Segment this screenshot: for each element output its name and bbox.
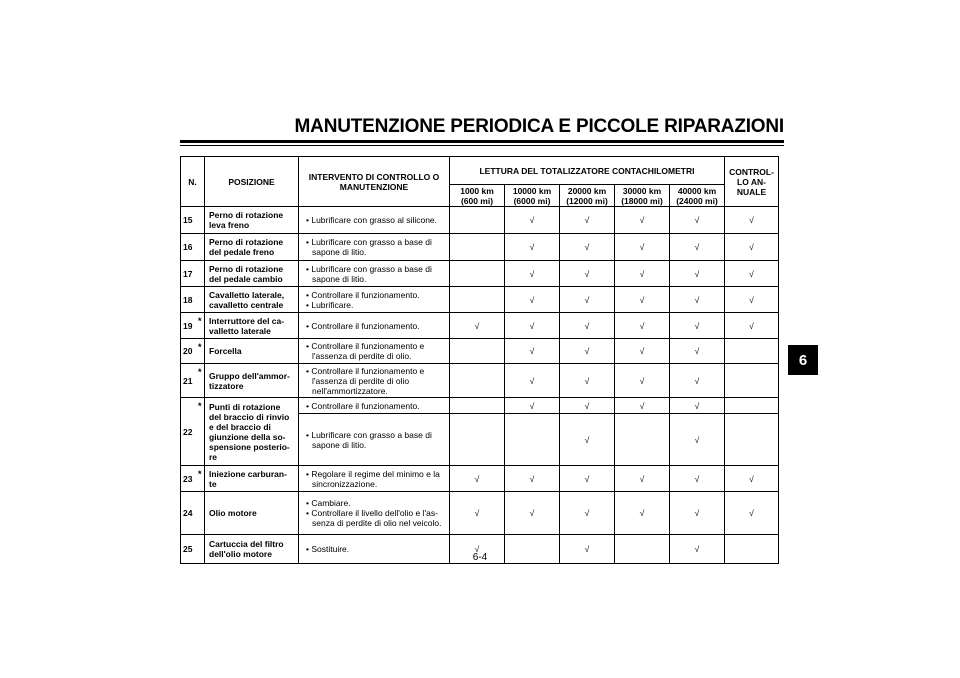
row-number-text: 23 xyxy=(183,473,193,484)
check-mark-cell: √ xyxy=(670,339,725,364)
row-actions xyxy=(299,398,450,414)
check-mark-cell: √ xyxy=(615,364,670,398)
empty-cell xyxy=(615,414,670,466)
row-number xyxy=(181,234,205,261)
action-text: Controllare il funzionamento e l'assenza di perdite di olio nell'ammortizzatore. xyxy=(311,365,425,396)
row-actions xyxy=(299,313,450,339)
row-number-text: 17 xyxy=(183,268,193,279)
empty-cell xyxy=(725,414,779,466)
action-text: Controllare il livello dell'olio e l'as- senza di perdite di olio nel veicolo. xyxy=(311,508,442,528)
table-row xyxy=(181,364,779,398)
action-text: Regolare il regime del minimo e la sincronizzazione. xyxy=(311,468,440,489)
bullet-icon: • xyxy=(306,429,312,440)
check-mark-cell: √ xyxy=(505,287,560,313)
check-mark-cell: √ xyxy=(725,234,779,261)
row-number-text: 24 xyxy=(183,508,193,518)
check-mark-cell: √ xyxy=(505,339,560,364)
row-number xyxy=(181,466,205,492)
header-km-1 xyxy=(505,185,560,207)
title-rule-thin xyxy=(180,145,784,146)
check-mark-cell: √ xyxy=(505,234,560,261)
empty-cell xyxy=(450,261,505,287)
km-label: 40000 km xyxy=(677,185,717,196)
mi-label: (12000 mi) xyxy=(566,195,608,206)
check-mark-cell: √ xyxy=(615,313,670,339)
check-mark-cell: √ xyxy=(505,207,560,234)
bullet-icon: • xyxy=(306,263,312,274)
action-text: Controllare il funzionamento e l'assenza di perdite di olio. xyxy=(311,341,425,361)
header-n: N. xyxy=(181,157,205,207)
bullet-icon: • xyxy=(306,468,312,479)
mi-label: (18000 mi) xyxy=(621,195,663,206)
bullet-icon: • xyxy=(306,341,312,351)
check-mark-cell: √ xyxy=(560,414,615,466)
row-actions xyxy=(299,207,450,234)
mi-label: (6000 mi) xyxy=(513,195,551,206)
row-number-text: 16 xyxy=(183,242,193,252)
action-text: Lubrificare con grasso a base di sapone di litio. xyxy=(311,237,432,257)
bullet-icon: • xyxy=(306,508,312,518)
row-actions xyxy=(299,364,450,398)
chapter-tab: 6 xyxy=(788,345,818,375)
row-actions xyxy=(299,287,450,313)
check-mark-cell: √ xyxy=(615,466,670,492)
row-number xyxy=(181,261,205,287)
table-row xyxy=(181,313,779,339)
asterisk-mark: * xyxy=(198,469,202,479)
bullet-icon: • xyxy=(306,400,312,411)
row-number-text: 19 xyxy=(183,320,193,331)
action-text: Lubrificare con grasso al silicone. xyxy=(311,215,438,225)
check-mark-cell: √ xyxy=(560,398,615,414)
empty-cell xyxy=(450,207,505,234)
row-number xyxy=(181,535,205,564)
row-number xyxy=(181,287,205,313)
empty-cell xyxy=(450,339,505,364)
check-mark-cell: √ xyxy=(670,398,725,414)
km-label: 30000 km xyxy=(622,185,662,196)
check-mark-cell: √ xyxy=(505,261,560,287)
check-mark-cell: √ xyxy=(725,207,779,234)
check-mark-cell: √ xyxy=(560,313,615,339)
row-position: Punti di rotazione del braccio di rinvio e del braccio di giunzione della so- spensione posterio- re xyxy=(205,398,299,466)
km-label: 1000 km xyxy=(460,185,494,196)
empty-cell xyxy=(725,398,779,414)
bullet-icon: • xyxy=(306,365,312,376)
check-mark-cell: √ xyxy=(560,287,615,313)
check-mark-cell: √ xyxy=(615,207,670,234)
check-mark-cell: √ xyxy=(725,466,779,492)
check-mark-cell: √ xyxy=(560,364,615,398)
empty-cell xyxy=(725,339,779,364)
asterisk-mark: * xyxy=(198,401,202,411)
empty-cell xyxy=(615,535,670,564)
check-mark-cell: √ xyxy=(725,287,779,313)
row-number-text: 18 xyxy=(183,294,193,305)
bullet-icon: • xyxy=(306,498,312,508)
check-mark-cell: √ xyxy=(505,398,560,414)
bullet-icon: • xyxy=(306,289,312,300)
empty-cell xyxy=(450,414,505,466)
table-row xyxy=(181,234,779,261)
action-text: Cambiare. xyxy=(311,498,351,508)
row-position: Perno di rotazione del pedale cambio xyxy=(205,261,299,287)
km-label: 20000 km xyxy=(567,185,607,196)
row-number-text: 22 xyxy=(183,426,193,437)
empty-cell xyxy=(450,287,505,313)
check-mark-cell: √ xyxy=(450,535,505,564)
header-km-3 xyxy=(615,185,670,207)
table-row xyxy=(181,398,779,414)
table-row xyxy=(181,287,779,313)
mi-label: (24000 mi) xyxy=(676,195,718,206)
header-km-0 xyxy=(450,185,505,207)
check-mark-cell: √ xyxy=(505,364,560,398)
row-position: Iniezione carburan- te xyxy=(205,466,299,492)
row-position: Olio motore xyxy=(205,492,299,535)
check-mark-cell: √ xyxy=(560,466,615,492)
table-row xyxy=(181,466,779,492)
check-mark-cell: √ xyxy=(670,414,725,466)
check-mark-cell: √ xyxy=(670,492,725,535)
asterisk-mark: * xyxy=(198,316,202,326)
row-number xyxy=(181,492,205,535)
maintenance-table xyxy=(180,156,779,564)
row-position: Cartuccia del filtro dell'olio motore xyxy=(205,535,299,564)
table-row xyxy=(181,339,779,364)
row-actions xyxy=(299,261,450,287)
row-position: Gruppo dell'ammor- tizzatore xyxy=(205,364,299,398)
check-mark-cell: √ xyxy=(615,261,670,287)
check-mark-cell: √ xyxy=(450,466,505,492)
km-label: 10000 km xyxy=(512,185,552,196)
bullet-icon: • xyxy=(306,544,312,554)
row-number xyxy=(181,339,205,364)
action-text: Sostituire. xyxy=(311,544,350,554)
check-mark-cell: √ xyxy=(725,313,779,339)
empty-cell xyxy=(505,535,560,564)
check-mark-cell: √ xyxy=(670,234,725,261)
row-position: Perno di rotazione leva freno xyxy=(205,207,299,234)
row-actions xyxy=(299,466,450,492)
page-title: MANUTENZIONE PERIODICA E PICCOLE RIPARAZIONI xyxy=(294,116,784,137)
check-mark-cell: √ xyxy=(560,207,615,234)
check-mark-cell: √ xyxy=(560,261,615,287)
row-number xyxy=(181,207,205,234)
row-position: Forcella xyxy=(205,339,299,364)
row-number-text: 15 xyxy=(183,215,193,225)
empty-cell xyxy=(505,414,560,466)
empty-cell xyxy=(450,398,505,414)
table-row xyxy=(181,261,779,287)
check-mark-cell: √ xyxy=(670,287,725,313)
check-mark-cell: √ xyxy=(725,261,779,287)
check-mark-cell: √ xyxy=(670,466,725,492)
check-mark-cell: √ xyxy=(505,492,560,535)
check-mark-cell: √ xyxy=(505,466,560,492)
check-mark-cell: √ xyxy=(560,492,615,535)
action-text: Lubrificare. xyxy=(311,299,354,310)
check-mark-cell: √ xyxy=(670,207,725,234)
row-number-text: 21 xyxy=(183,375,193,386)
header-posizione: POSIZIONE xyxy=(205,157,299,207)
table-row xyxy=(181,492,779,535)
check-mark-cell: √ xyxy=(560,339,615,364)
row-actions xyxy=(299,339,450,364)
row-actions xyxy=(299,535,450,564)
row-number xyxy=(181,398,205,466)
page-number: 6-4 xyxy=(472,552,488,563)
action-text: Controllare il funzionamento. xyxy=(311,400,420,411)
action-text: Controllare il funzionamento. xyxy=(311,289,420,300)
check-mark-cell: √ xyxy=(670,261,725,287)
header-lettura: LETTURA DEL TOTALIZZATORE CONTACHILOMETRI xyxy=(450,157,725,185)
check-mark-cell: √ xyxy=(450,492,505,535)
action-text: Lubrificare con grasso a base di sapone di litio. xyxy=(311,263,432,284)
action-text: Controllare il funzionamento. xyxy=(311,320,420,331)
check-mark-cell: √ xyxy=(615,398,670,414)
empty-cell xyxy=(450,234,505,261)
header-km-4 xyxy=(670,185,725,207)
row-number-text: 20 xyxy=(183,346,193,356)
check-mark-cell: √ xyxy=(670,535,725,564)
header-km-2 xyxy=(560,185,615,207)
empty-cell xyxy=(725,364,779,398)
row-number xyxy=(181,364,205,398)
title-rule xyxy=(180,140,784,143)
check-mark-cell: √ xyxy=(505,313,560,339)
asterisk-mark: * xyxy=(198,367,202,377)
check-mark-cell: √ xyxy=(615,339,670,364)
check-mark-cell: √ xyxy=(560,234,615,261)
bullet-icon: • xyxy=(306,299,312,310)
row-number-text: 25 xyxy=(183,544,193,554)
asterisk-mark: * xyxy=(198,342,202,352)
row-number xyxy=(181,313,205,339)
check-mark-cell: √ xyxy=(615,287,670,313)
row-actions xyxy=(299,234,450,261)
header-controllo-annuale: CONTROL- LO AN- NUALE xyxy=(725,157,779,207)
row-actions xyxy=(299,414,450,466)
check-mark-cell: √ xyxy=(725,492,779,535)
row-position: Cavalletto laterale, cavalletto centrale xyxy=(205,287,299,313)
mi-label: (600 mi) xyxy=(460,195,494,206)
check-mark-cell: √ xyxy=(560,535,615,564)
empty-cell xyxy=(450,364,505,398)
check-mark-cell: √ xyxy=(450,313,505,339)
row-position: Perno di rotazione del pedale freno xyxy=(205,234,299,261)
row-position: Interruttore del ca- valletto laterale xyxy=(205,313,299,339)
bullet-icon: • xyxy=(306,215,312,225)
table-row xyxy=(181,207,779,234)
empty-cell xyxy=(725,535,779,564)
header-intervento: INTERVENTO DI CONTROLLO O MANUTENZIONE xyxy=(299,157,450,207)
bullet-icon: • xyxy=(306,320,312,331)
row-actions xyxy=(299,492,450,535)
check-mark-cell: √ xyxy=(615,234,670,261)
action-text: Lubrificare con grasso a base di sapone di litio. xyxy=(311,429,432,450)
check-mark-cell: √ xyxy=(615,492,670,535)
check-mark-cell: √ xyxy=(670,364,725,398)
check-mark-cell: √ xyxy=(670,313,725,339)
bullet-icon: • xyxy=(306,237,312,247)
